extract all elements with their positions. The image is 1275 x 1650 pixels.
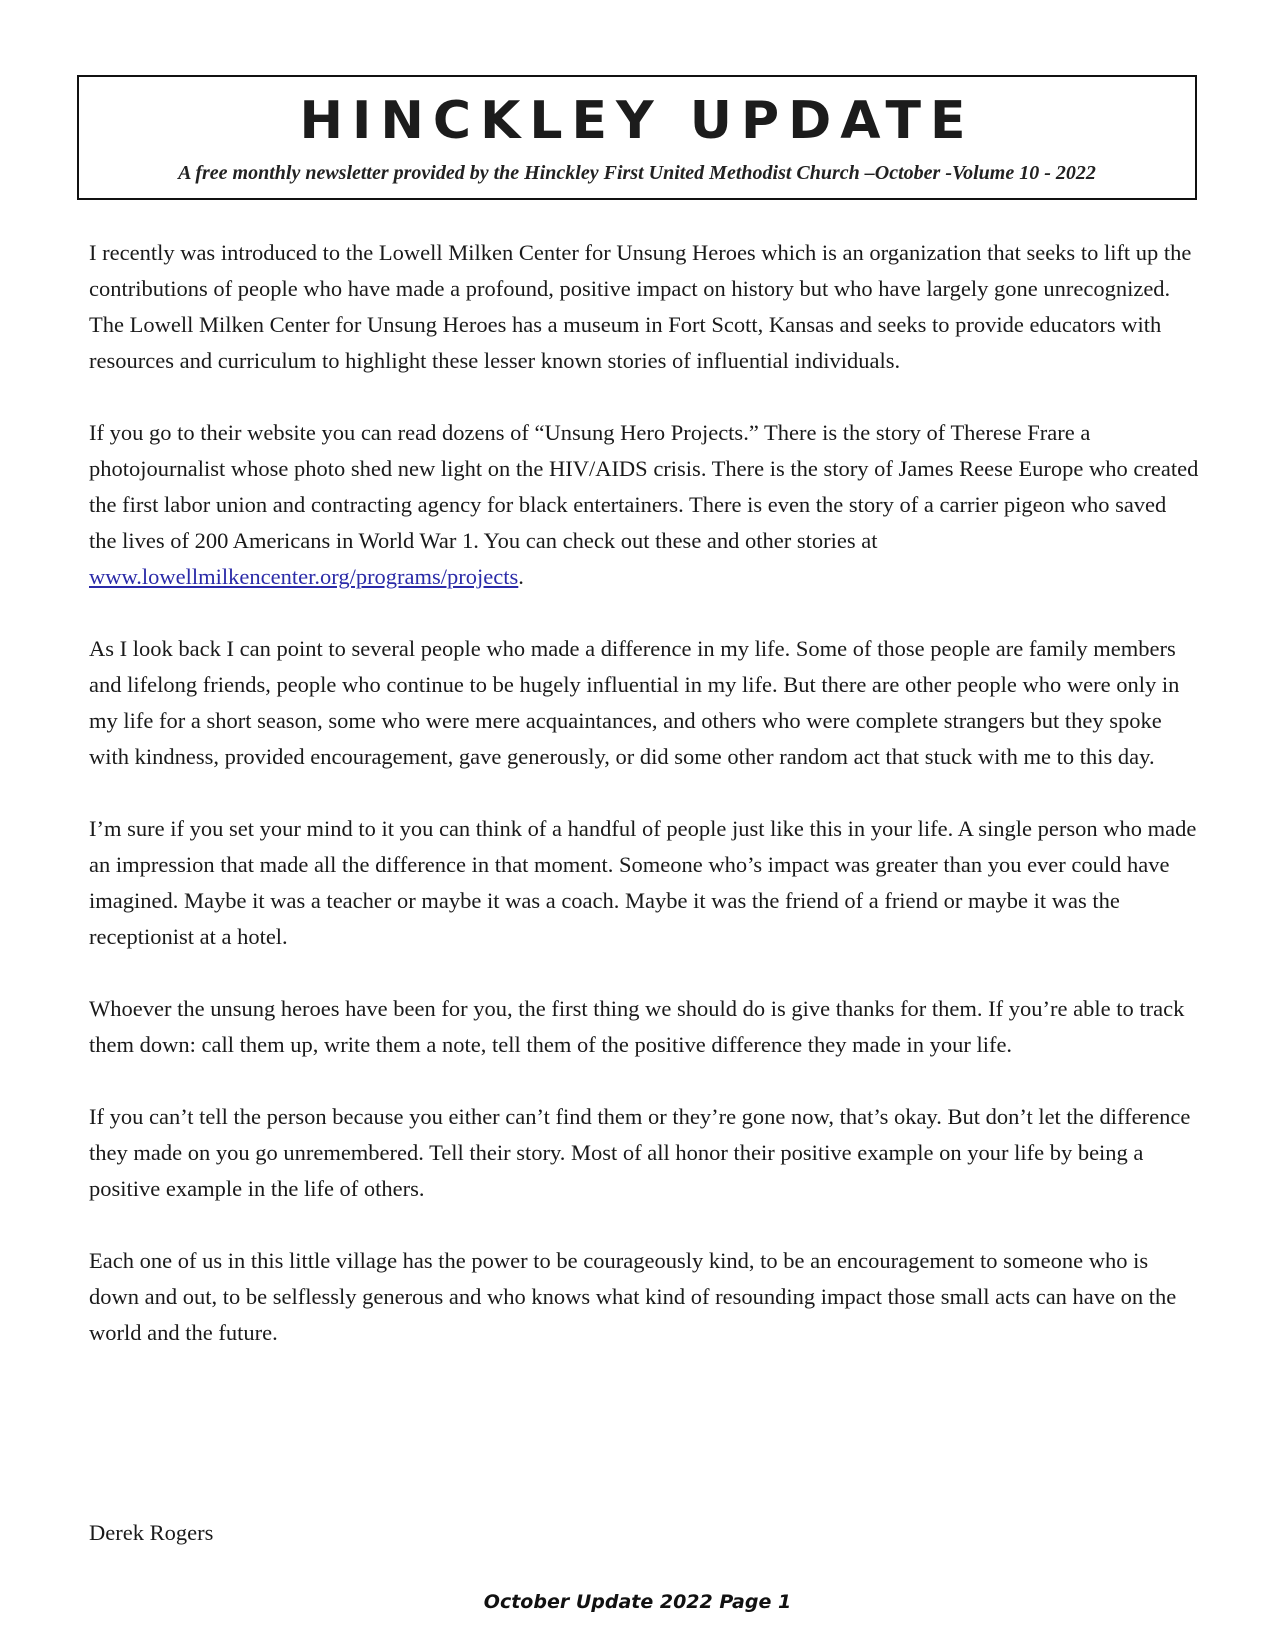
masthead (77, 75, 1197, 200)
paragraph-2 (89, 415, 1199, 595)
paragraph-7: Each one of us in this little village has the power to be courageously kind, to be an encouragement to someone who is down and out, to be selflessly generous and who knows what kind of resounding impact those small acts can have on the world and the future. (89, 1248, 1177, 1345)
author-signature: Derek Rogers (89, 1520, 214, 1545)
paragraph-5: Whoever the unsung heroes have been for you, the first thing we should do is give thanks for them. If you’re able to track them down: call them up, write them a note, tell them of the positive difference they made in your life. (89, 996, 1185, 1057)
article-body (89, 235, 1199, 1387)
paragraph-2-end: . (518, 564, 524, 589)
newsletter-subtitle: A free monthly newsletter provided by the Hinckley First United Methodist Church –October -Volume 10 - 2022 (178, 162, 1096, 184)
paragraph-3: As I look back I can point to several people who made a difference in my life. Some of those people are family members and lifelong friends, people who continue to be hugely influential in my life. But there are other people who were only in my life for a short season, some who were mere acquaintances, and others who were complete strangers but they spoke with kindness, provided encouragement, gave generously, or did some other random act that stuck with me to this day. (89, 636, 1180, 769)
newsletter-title: HINCKLEY UPDATE (299, 91, 975, 151)
paragraph-1: I recently was introduced to the Lowell Milken Center for Unsung Heroes which is an organization that seeks to lift up the contributions of people who have made a profound, positive impact on history but who have largely gone unrecognized. The Lowell Milken Center for Unsung Heroes has a museum in Fort Scott, Kansas and seeks to provide educators with resources and curriculum to highlight these lesser known stories of influential individuals. (89, 240, 1192, 373)
paragraph-6: If you can’t tell the person because you either can’t find them or they’re gone now, that’s okay. But don’t let the difference they made on you go unremembered. Tell their story. Most of all honor their positive example on your life by being a positive example in the life of others. (89, 1104, 1191, 1201)
projects-link[interactable]: www.lowellmilkencenter.org/programs/projects (89, 564, 519, 589)
paragraph-4: I’m sure if you set your mind to it you can think of a handful of people just like this in your life. A single person who made an impression that made all the difference in that moment. Someone who’s impact was greater than you ever could have imagined. Maybe it was a teacher or maybe it was a coach. Maybe it was the friend of a friend or maybe it was the receptionist at a hotel. (89, 816, 1197, 949)
paragraph-2-text: If you go to their website you can read dozens of “Unsung Hero Projects.” There is the story of Therese Frare a photojournalist whose photo shed new light on the HIV/AIDS crisis. There is the story of James Reese Europe who created the first labor union and contracting agency for black entertainers. There is even the story of a carrier pigeon who saved the lives of 200 Americans in World War 1. You can check out these and other stories at (89, 420, 1199, 553)
page-footer: October Update 2022 Page 1 (483, 1591, 792, 1613)
